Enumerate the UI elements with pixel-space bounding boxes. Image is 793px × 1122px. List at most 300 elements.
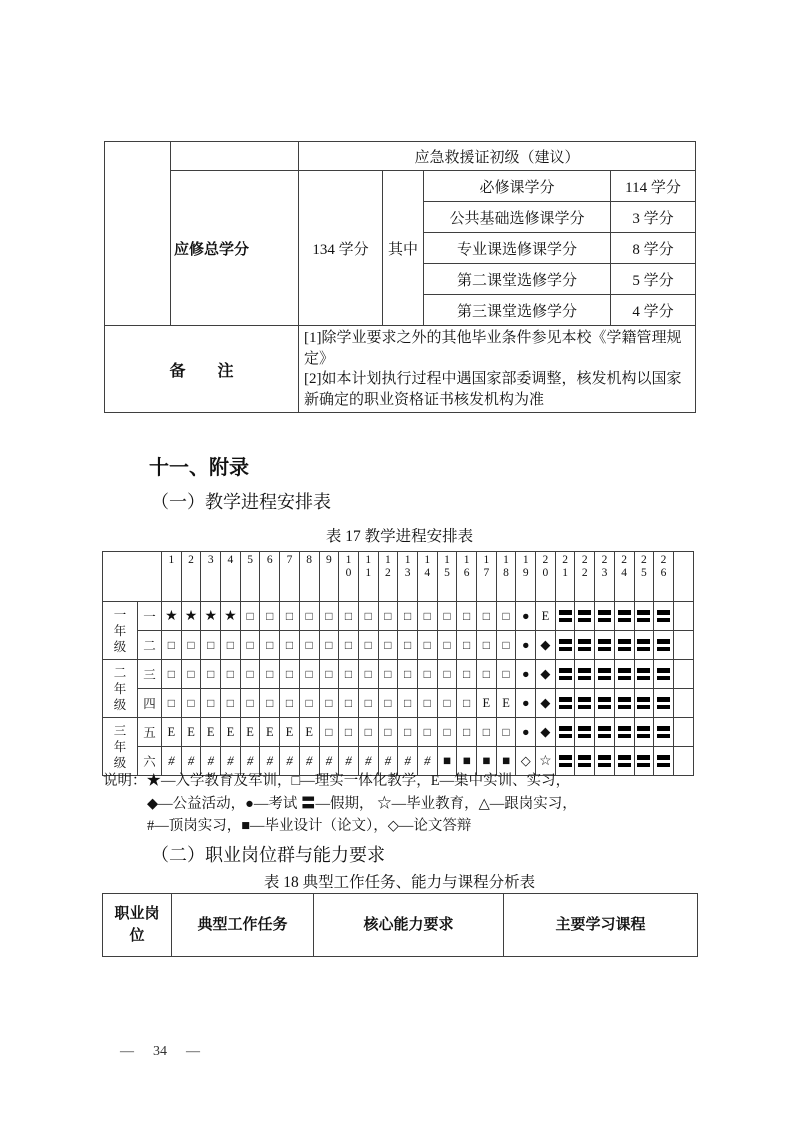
breakdown-value: 114 学分	[611, 171, 696, 202]
schedule-cell-box	[339, 602, 359, 631]
vacation-bars-icon	[598, 668, 611, 680]
schedule-cell-box	[457, 718, 477, 747]
schedule-cell-vac	[575, 660, 595, 689]
schedule-cell-box	[260, 689, 280, 718]
week-number: 3	[201, 552, 221, 602]
schedule-legend	[103, 770, 678, 838]
box-symbol: □	[344, 725, 353, 739]
breakdown-label: 必修课学分	[424, 171, 611, 202]
box-symbol: □	[463, 638, 471, 652]
box-symbol: □	[167, 696, 175, 710]
schedule-cell-box	[358, 718, 378, 747]
schedule-cell-vac	[634, 602, 654, 631]
hash-symbol: #	[305, 753, 313, 768]
schedule-cell-empty	[673, 602, 693, 631]
bsq-symbol: ■	[462, 753, 471, 768]
vacation-bars-icon	[598, 726, 611, 738]
semester-label: 五	[138, 718, 162, 747]
schedule-cell-box	[299, 602, 319, 631]
subsection-2-title: （二）职业岗位群与能力要求	[151, 845, 385, 865]
schedule-cell-box	[339, 660, 359, 689]
week-number: 15	[437, 552, 457, 602]
schedule-cell-box	[398, 718, 418, 747]
schedule-cell-vac	[555, 660, 575, 689]
week-number: 25	[634, 552, 654, 602]
box-symbol: □	[266, 638, 274, 652]
schedule-cell-box	[280, 631, 300, 660]
schedule-cell-box	[437, 718, 457, 747]
schedule-cell-empty	[673, 718, 693, 747]
column-header-job-post: 职业岗位	[103, 894, 172, 957]
box-symbol: □	[502, 609, 510, 623]
box-symbol: □	[364, 696, 372, 710]
semester-label: 六	[138, 747, 162, 776]
box-symbol: □	[344, 638, 353, 652]
schedule-cell-exam	[516, 660, 536, 689]
schedule-cell-vac	[614, 718, 634, 747]
ostar-symbol: ☆	[539, 754, 552, 769]
section-title: 十一、附录	[149, 457, 249, 479]
breakdown-value: 3 学分	[611, 202, 696, 233]
box-symbol: □	[285, 667, 294, 681]
hash-symbol: #	[364, 753, 372, 768]
schedule-cell-box	[457, 602, 477, 631]
box-symbol: □	[167, 667, 175, 681]
schedule-cell-E	[536, 602, 556, 631]
schedule-cell-box	[280, 660, 300, 689]
among-label: 其中	[383, 171, 424, 326]
vacation-bars-icon	[618, 639, 631, 651]
table18-caption: 表 18 典型工作任务、能力与课程分析表	[263, 874, 536, 891]
schedule-cell-box	[162, 631, 182, 660]
schedule-cell-vac	[634, 631, 654, 660]
schedule-cell-vac	[654, 631, 674, 660]
vacation-bars-icon	[618, 755, 631, 767]
box-symbol: □	[226, 638, 235, 652]
hash-symbol: #	[246, 753, 254, 768]
box-symbol: □	[266, 609, 274, 623]
vacation-bars-icon	[618, 610, 631, 622]
week-number: 5	[240, 552, 260, 602]
column-header-main-courses: 主要学习课程	[504, 894, 698, 957]
schedule-cell-exam	[516, 602, 536, 631]
E-symbol: E	[482, 696, 491, 710]
box-symbol: □	[364, 667, 372, 681]
hash-symbol: #	[187, 753, 195, 768]
schedule-cell-box	[457, 631, 477, 660]
schedule-cell-exam	[516, 718, 536, 747]
box-symbol: □	[325, 609, 333, 623]
schedule-cell-box	[457, 660, 477, 689]
vacation-bars-icon	[578, 755, 591, 767]
box-symbol: □	[384, 638, 392, 652]
schedule-cell-vac	[575, 718, 595, 747]
box-symbol: □	[325, 638, 333, 652]
schedule-cell-box	[378, 602, 398, 631]
schedule-cell-box	[496, 660, 516, 689]
box-symbol: □	[305, 638, 313, 652]
E-symbol: E	[502, 696, 510, 710]
hash-symbol: #	[384, 753, 392, 768]
week-number: 11	[358, 552, 378, 602]
schedule-cell-vac	[634, 718, 654, 747]
schedule-cell-box	[201, 660, 221, 689]
week-number: 24	[614, 552, 634, 602]
dia-symbol: ◆	[540, 637, 551, 652]
box-symbol: □	[364, 638, 372, 652]
box-symbol: □	[403, 696, 412, 710]
vacation-bars-icon	[559, 668, 572, 680]
bsq-symbol: ■	[442, 753, 452, 768]
schedule-cell-dia	[536, 689, 556, 718]
box-symbol: □	[305, 667, 313, 681]
schedule-cell-empty	[673, 660, 693, 689]
breakdown-label: 专业课选修课学分	[424, 233, 611, 264]
breakdown-label: 公共基础选修课学分	[424, 202, 611, 233]
box-symbol: □	[285, 638, 294, 652]
schedule-cell-E	[496, 689, 516, 718]
schedule-cell-box	[358, 660, 378, 689]
vacation-bars-icon	[559, 726, 572, 738]
week-number: 23	[595, 552, 615, 602]
box-symbol: □	[482, 609, 490, 623]
box-symbol: □	[403, 725, 412, 739]
breakdown-value: 5 学分	[611, 264, 696, 295]
schedule-cell-box	[417, 631, 437, 660]
schedule-cell-box	[260, 660, 280, 689]
schedule-cell-box	[339, 718, 359, 747]
vacation-bars-icon	[637, 726, 650, 738]
vacation-bars-icon	[598, 755, 611, 767]
box-symbol: □	[266, 667, 274, 681]
vacation-bars-icon	[637, 639, 650, 651]
column-header-typical-task: 典型工作任务	[172, 894, 314, 957]
box-symbol: □	[403, 638, 412, 652]
vacation-bars-icon	[637, 697, 650, 709]
hash-symbol: #	[168, 753, 175, 768]
vacation-bars-icon	[657, 668, 670, 680]
grade-label: 一年级	[103, 602, 138, 660]
E-symbol: E	[246, 725, 254, 739]
legend-line-1: 说明：★—入学教育及军训，□—理实一体化教学，E—集中实训、实习，	[103, 773, 571, 789]
schedule-cell-box	[417, 660, 437, 689]
schedule-cell-dia	[536, 631, 556, 660]
hash-symbol: #	[325, 753, 333, 768]
schedule-cell-box	[339, 631, 359, 660]
schedule-cell-star	[201, 602, 221, 631]
box-symbol: □	[423, 696, 431, 710]
box-symbol: □	[266, 696, 274, 710]
box-symbol: □	[325, 696, 333, 710]
box-symbol: □	[463, 725, 471, 739]
legend-line-2: ◆—公益活动，●—考试 〓—假期， ☆—毕业教育，△—跟岗实习，	[147, 795, 577, 812]
schedule-cell-box	[378, 631, 398, 660]
semester-label: 四	[138, 689, 162, 718]
box-symbol: □	[305, 609, 313, 623]
E-symbol: E	[167, 725, 176, 739]
week-number: 9	[319, 552, 339, 602]
schedule-cell-vac	[595, 718, 615, 747]
schedule-cell-vac	[654, 689, 674, 718]
schedule-cell-box	[240, 660, 260, 689]
schedule-cell-box	[417, 602, 437, 631]
box-symbol: □	[482, 638, 490, 652]
box-symbol: □	[384, 609, 392, 623]
schedule-cell-empty	[673, 631, 693, 660]
box-symbol: □	[246, 667, 254, 681]
odia-symbol: ◇	[520, 753, 531, 768]
total-credits-label: 应修总学分	[171, 171, 299, 326]
exam-symbol: ●	[521, 696, 530, 710]
schedule-cell-box	[417, 718, 437, 747]
box-symbol: □	[305, 696, 313, 710]
star-symbol: ★	[224, 609, 237, 624]
schedule-cell-vac	[654, 660, 674, 689]
box-symbol: □	[423, 725, 431, 739]
vacation-bars-icon	[637, 668, 650, 680]
hash-symbol: #	[207, 753, 214, 768]
certificate-cell: 应急救援证初级（建议）	[299, 142, 696, 171]
table17-caption: 表 17 教学进程安排表	[325, 528, 474, 545]
schedule-cell-box	[162, 660, 182, 689]
box-symbol: □	[384, 696, 392, 710]
schedule-cell-box	[299, 631, 319, 660]
box-symbol: □	[364, 609, 372, 623]
schedule-cell-box	[319, 631, 339, 660]
week-number: 22	[575, 552, 595, 602]
box-symbol: □	[443, 667, 451, 681]
E-symbol: E	[187, 725, 195, 739]
box-symbol: □	[423, 667, 431, 681]
hash-symbol: #	[404, 753, 411, 768]
box-symbol: □	[246, 609, 254, 623]
schedule-cell-vac	[595, 631, 615, 660]
E-symbol: E	[285, 725, 294, 739]
schedule-cell-vac	[575, 602, 595, 631]
vacation-bars-icon	[598, 697, 611, 709]
schedule-cell-box	[319, 602, 339, 631]
schedule-cell-box	[477, 602, 497, 631]
schedule-cell-box	[240, 689, 260, 718]
schedule-cell-vac	[614, 602, 634, 631]
schedule-cell-E	[477, 689, 497, 718]
remark-label: 备 注	[105, 326, 299, 413]
vacation-bars-icon	[657, 755, 670, 767]
schedule-cell-star	[181, 602, 201, 631]
week-number: 12	[378, 552, 398, 602]
column-header-core-ability: 核心能力要求	[314, 894, 504, 957]
vacation-bars-icon	[637, 755, 650, 767]
box-symbol: □	[187, 667, 195, 681]
schedule-cell-E	[162, 718, 182, 747]
schedule-cell-E	[280, 718, 300, 747]
exam-symbol: ●	[521, 609, 530, 623]
schedule-cell-box	[437, 631, 457, 660]
week-number: 13	[398, 552, 418, 602]
box-symbol: □	[423, 638, 431, 652]
schedule-cell-star	[162, 602, 182, 631]
box-symbol: □	[463, 609, 471, 623]
schedule-cell-box	[240, 631, 260, 660]
star-symbol: ★	[165, 609, 178, 624]
box-symbol: □	[384, 725, 392, 739]
schedule-cell-box	[496, 602, 516, 631]
bsq-symbol: ■	[482, 753, 491, 768]
box-symbol: □	[226, 696, 235, 710]
schedule-cell-box	[319, 660, 339, 689]
breakdown-label: 第二课堂选修学分	[424, 264, 611, 295]
box-symbol: □	[443, 696, 451, 710]
vacation-bars-icon	[618, 697, 631, 709]
E-symbol: E	[206, 725, 215, 739]
schedule-cell-box	[221, 689, 241, 718]
vacation-bars-icon	[637, 610, 650, 622]
vacation-bars-icon	[657, 697, 670, 709]
schedule-cell-box	[457, 689, 477, 718]
schedule-cell-vac	[614, 660, 634, 689]
schedule-cell-box	[181, 631, 201, 660]
vacation-bars-icon	[559, 755, 572, 767]
schedule-cell-box	[240, 602, 260, 631]
box-symbol: □	[364, 725, 372, 739]
empty-cell	[171, 142, 299, 171]
week-number: 14	[417, 552, 437, 602]
schedule-cell-box	[496, 631, 516, 660]
star-symbol: ★	[184, 609, 198, 624]
box-symbol: □	[403, 609, 412, 623]
teaching-schedule-table	[102, 551, 694, 776]
schedule-cell-box	[398, 660, 418, 689]
box-symbol: □	[443, 638, 451, 652]
schedule-cell-vac	[595, 660, 615, 689]
E-symbol: E	[265, 725, 274, 739]
week-number: 7	[280, 552, 300, 602]
credits-table	[104, 141, 696, 413]
exam-symbol: ●	[521, 725, 530, 739]
box-symbol: □	[423, 609, 431, 623]
remark-line-1: [1]除学业要求之外的其他毕业条件参见本校《学籍管理规定》	[304, 330, 682, 367]
schedule-cell-box	[181, 660, 201, 689]
schedule-cell-empty	[673, 689, 693, 718]
box-symbol: □	[207, 667, 215, 681]
schedule-cell-dia	[536, 718, 556, 747]
schedule-cell-vac	[614, 689, 634, 718]
schedule-cell-box	[378, 660, 398, 689]
schedule-cell-box	[260, 631, 280, 660]
job-task-table	[102, 893, 698, 957]
total-credits-value: 134 学分	[299, 171, 383, 326]
vacation-bars-icon	[657, 610, 670, 622]
semester-label: 三	[138, 660, 162, 689]
schedule-cell-vac	[595, 689, 615, 718]
week-number: 19	[516, 552, 536, 602]
schedule-cell-box	[162, 689, 182, 718]
box-symbol: □	[325, 725, 333, 739]
schedule-cell-box	[280, 689, 300, 718]
vacation-bars-icon	[559, 697, 572, 709]
schedule-cell-vac	[555, 689, 575, 718]
page-footer	[120, 1044, 200, 1060]
dia-symbol: ◆	[540, 695, 551, 710]
week-number: 26	[654, 552, 674, 602]
dia-symbol: ◆	[540, 724, 551, 739]
grade-label: 三年级	[103, 718, 138, 776]
schedule-cell-box	[221, 660, 241, 689]
week-number: 8	[299, 552, 319, 602]
box-symbol: □	[463, 667, 471, 681]
E-symbol: E	[305, 725, 313, 739]
box-symbol: □	[502, 638, 510, 652]
vacation-bars-icon	[578, 697, 591, 709]
box-symbol: □	[502, 725, 510, 739]
remarks-cell	[299, 326, 696, 413]
schedule-cell-vac	[575, 689, 595, 718]
schedule-cell-dia	[536, 660, 556, 689]
schedule-cell-box	[358, 689, 378, 718]
box-symbol: □	[482, 725, 490, 739]
vacation-bars-icon	[618, 726, 631, 738]
schedule-cell-exam	[516, 689, 536, 718]
schedule-cell-box	[358, 602, 378, 631]
box-symbol: □	[285, 609, 294, 623]
semester-label: 一	[138, 602, 162, 631]
schedule-cell-box	[437, 660, 457, 689]
legend-line-3: #—顶岗实习，■—毕业设计（论文），◇—论文答辩	[147, 818, 472, 834]
week-number: 4	[221, 552, 241, 602]
vacation-bars-icon	[578, 610, 591, 622]
schedule-cell-star	[221, 602, 241, 631]
empty-left-cell	[105, 142, 171, 326]
schedule-cell-E	[201, 718, 221, 747]
schedule-cell-vac	[634, 689, 654, 718]
star-symbol: ★	[204, 609, 217, 624]
box-symbol: □	[207, 696, 215, 710]
grade-label: 二年级	[103, 660, 138, 718]
schedule-cell-vac	[654, 718, 674, 747]
box-symbol: □	[325, 667, 333, 681]
empty-header-cell	[673, 552, 693, 602]
vacation-bars-icon	[559, 639, 572, 651]
breakdown-value: 4 学分	[611, 295, 696, 326]
semester-label: 二	[138, 631, 162, 660]
schedule-cell-box	[181, 689, 201, 718]
footer-dash-right: —	[186, 1044, 200, 1059]
schedule-cell-box	[378, 718, 398, 747]
schedule-cell-E	[299, 718, 319, 747]
box-symbol: □	[246, 638, 254, 652]
remark-line-2: [2]如本计划执行过程中遇国家部委调整，核发机构以国家新确定的职业资格证书核发机构为准	[304, 371, 682, 408]
vacation-bars-icon	[598, 639, 611, 651]
schedule-cell-vac	[555, 631, 575, 660]
hash-symbol: #	[266, 753, 274, 768]
hash-symbol: #	[424, 753, 431, 768]
schedule-cell-vac	[555, 602, 575, 631]
schedule-cell-box	[437, 689, 457, 718]
schedule-cell-box	[398, 602, 418, 631]
vacation-bars-icon	[598, 610, 611, 622]
breakdown-label: 第三课堂选修学分	[424, 295, 611, 326]
schedule-cell-vac	[555, 718, 575, 747]
box-symbol: □	[207, 638, 215, 652]
breakdown-value: 8 学分	[611, 233, 696, 264]
schedule-cell-box	[437, 602, 457, 631]
box-symbol: □	[443, 609, 451, 623]
box-symbol: □	[443, 725, 451, 739]
week-number: 17	[477, 552, 497, 602]
schedule-cell-box	[260, 602, 280, 631]
hash-symbol: #	[286, 753, 293, 768]
schedule-cell-vac	[575, 631, 595, 660]
